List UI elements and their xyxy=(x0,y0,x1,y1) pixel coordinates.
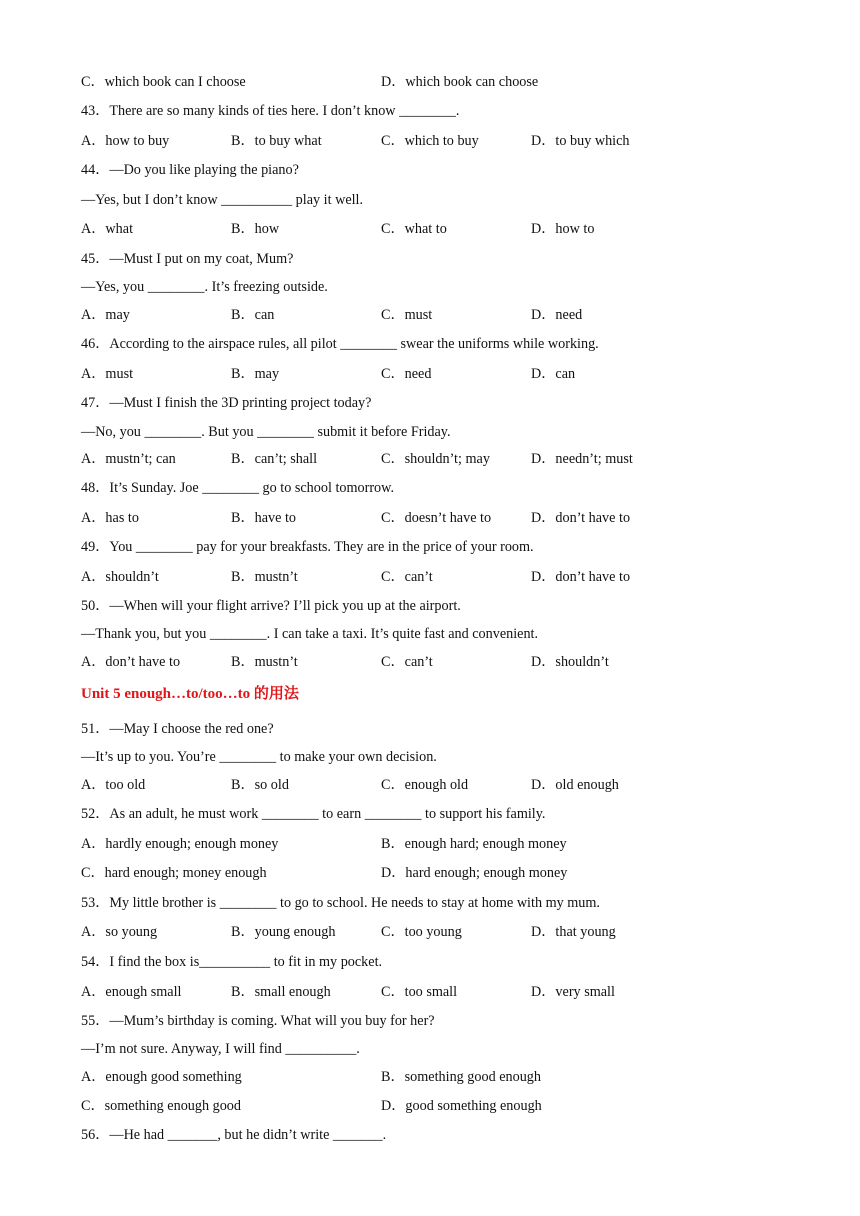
q54-option-b: B．small enough xyxy=(231,984,331,1000)
q55-stem: 55．—Mum’s birthday is coming. What will you buy for her? xyxy=(81,1013,435,1029)
q53-option-d: D．that young xyxy=(531,924,616,940)
q52-option-b: B．enough hard; enough money xyxy=(381,836,567,852)
q54-stem: 54．I find the box is__________ to fit in my pocket. xyxy=(81,954,383,970)
q50-line2: —Thank you, but you ________. I can take a taxi. It’s quite fast and convenient. xyxy=(81,626,539,642)
section-heading: Unit 5 enough…to/too…to 的用法 xyxy=(81,686,299,702)
q50-option-c: C．can’t xyxy=(381,654,433,670)
q56-stem: 56．—He had _______, but he didn’t write _______. xyxy=(81,1127,387,1143)
q50-option-b: B．mustn’t xyxy=(231,654,298,670)
q49-option-a: A．shouldn’t xyxy=(81,569,159,585)
q48-stem: 48．It’s Sunday. Joe ________ go to school tomorrow. xyxy=(81,480,395,496)
q45-option-d: D．need xyxy=(531,307,583,323)
q47-option-a: A．mustn’t; can xyxy=(81,451,176,467)
q54-option-c: C．too small xyxy=(381,984,458,1000)
q45-stem: 45．—Must I put on my coat, Mum? xyxy=(81,251,294,267)
q46-option-c: C．need xyxy=(381,366,432,382)
q51-line2: —It’s up to you. You’re ________ to make your own decision. xyxy=(81,749,437,765)
q52-option-c: C．hard enough; money enough xyxy=(81,865,267,881)
q49-stem: 49．You ________ pay for your breakfasts. They are in the price of your room. xyxy=(81,539,534,555)
q48-option-b: B．have to xyxy=(231,510,297,526)
q50-option-d: D．shouldn’t xyxy=(531,654,609,670)
q42-option-d: D．which book can choose xyxy=(381,74,539,90)
q52-option-a: A．hardly enough; enough money xyxy=(81,836,279,852)
q44-stem: 44．—Do you like playing the piano? xyxy=(81,162,299,178)
q44-option-b: B．how xyxy=(231,221,280,237)
q45-line2: —Yes, you ________. It’s freezing outside. xyxy=(81,279,328,295)
q42-option-c: C．which book can I choose xyxy=(81,74,246,90)
q52-option-d: D．hard enough; enough money xyxy=(381,865,568,881)
q43-option-a: A．how to buy xyxy=(81,133,170,149)
q51-option-a: A．too old xyxy=(81,777,146,793)
q51-option-b: B．so old xyxy=(231,777,289,793)
q50-option-a: A．don’t have to xyxy=(81,654,181,670)
q54-option-a: A．enough small xyxy=(81,984,182,1000)
q46-option-a: A．must xyxy=(81,366,134,382)
q55-option-b: B．something good enough xyxy=(381,1069,541,1085)
q45-option-b: B．can xyxy=(231,307,275,323)
q47-option-c: C．shouldn’t; may xyxy=(381,451,490,467)
q53-option-c: C．too young xyxy=(381,924,462,940)
q54-option-d: D．very small xyxy=(531,984,615,1000)
q48-option-d: D．don’t have to xyxy=(531,510,631,526)
q53-stem: 53．My little brother is ________ to go to school. He needs to stay at home with my mum. xyxy=(81,895,600,911)
q47-option-b: B．can’t; shall xyxy=(231,451,318,467)
q51-option-d: D．old enough xyxy=(531,777,619,793)
q49-option-b: B．mustn’t xyxy=(231,569,298,585)
q51-stem: 51．—May I choose the red one? xyxy=(81,721,274,737)
q55-option-a: A．enough good something xyxy=(81,1069,242,1085)
q53-option-b: B．young enough xyxy=(231,924,336,940)
q49-option-d: D．don’t have to xyxy=(531,569,631,585)
q46-stem: 46．According to the airspace rules, all pilot ________ swear the uniforms while working. xyxy=(81,336,599,352)
q45-option-c: C．must xyxy=(381,307,433,323)
q43-option-c: C．which to buy xyxy=(381,133,479,149)
q48-option-a: A．has to xyxy=(81,510,139,526)
q55-option-c: C．something enough good xyxy=(81,1098,241,1114)
q44-option-c: C．what to xyxy=(381,221,447,237)
q46-option-d: D．can xyxy=(531,366,576,382)
q44-option-a: A．what xyxy=(81,221,134,237)
q46-option-b: B．may xyxy=(231,366,280,382)
q53-option-a: A．so young xyxy=(81,924,158,940)
q44-line2: —Yes, but I don’t know __________ play it well. xyxy=(81,192,364,208)
q47-stem: 47．—Must I finish the 3D printing project today? xyxy=(81,395,372,411)
q43-stem: 43．There are so many kinds of ties here. I don’t know ________. xyxy=(81,103,460,119)
q55-line2: —I’m not sure. Anyway, I will find __________. xyxy=(81,1041,360,1057)
q51-option-c: C．enough old xyxy=(381,777,469,793)
q49-option-c: C．can’t xyxy=(381,569,433,585)
q48-option-c: C．doesn’t have to xyxy=(381,510,492,526)
q55-option-d: D．good something enough xyxy=(381,1098,542,1114)
q43-option-b: B．to buy what xyxy=(231,133,322,149)
q50-stem: 50．—When will your flight arrive? I’ll pick you up at the airport. xyxy=(81,598,461,614)
q43-option-d: D．to buy which xyxy=(531,133,630,149)
q47-line2: —No, you ________. But you ________ submit it before Friday. xyxy=(81,424,451,440)
q52-stem: 52．As an adult, he must work ________ to earn ________ to support his family. xyxy=(81,806,546,822)
q45-option-a: A．may xyxy=(81,307,130,323)
q44-option-d: D．how to xyxy=(531,221,595,237)
q47-option-d: D．needn’t; must xyxy=(531,451,633,467)
